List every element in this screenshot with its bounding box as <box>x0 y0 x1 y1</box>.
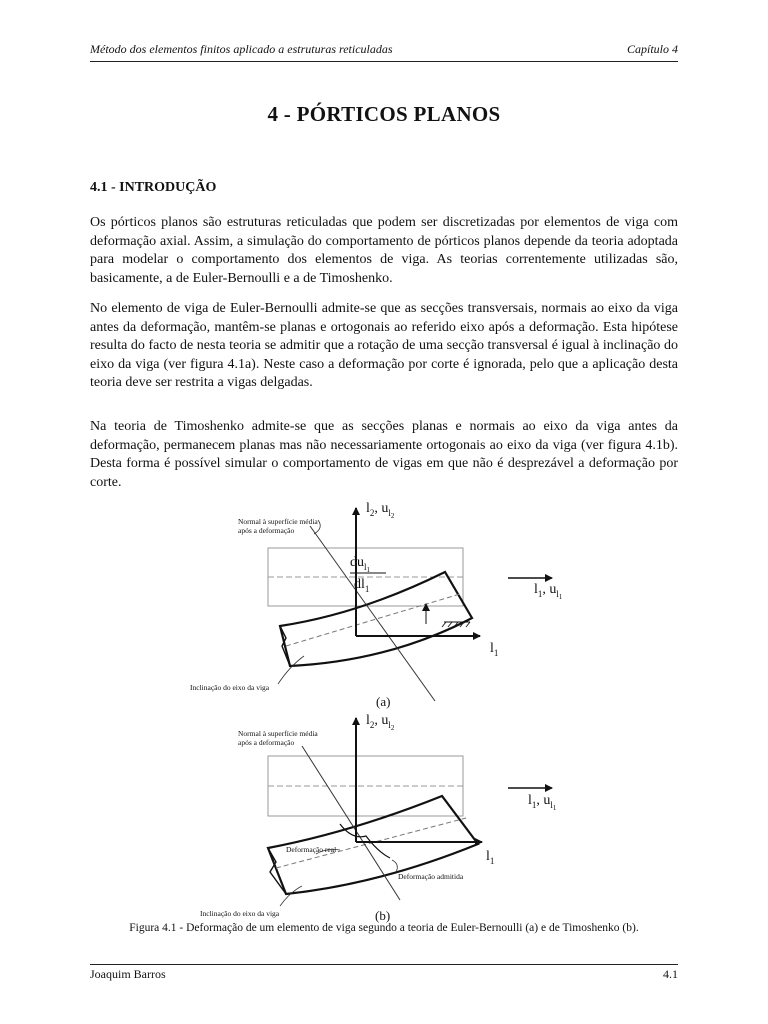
page-header <box>90 42 678 60</box>
displacement-label-a: $l_1$, $u_l1$ <box>534 582 563 601</box>
du-label-a: $du_l1$ <box>350 555 371 574</box>
inclination-note-b: Inclinação do eixo da viga <box>200 909 280 918</box>
figure-4-1 <box>90 496 678 926</box>
paragraph-1: Os pórticos planos são estruturas reticuladas que podem ser discretizadas por elementos de viga com deformação axial. Assim, a simulação do comportamento de pórticos planos depende da teoria adoptada para modelar o comportamento dos elementos de viga. As teorias correntemente utilizadas são, basicamente, a de Euler-Bernoulli e a de Timoshenko. <box>90 215 678 286</box>
chapter-title: 4 - PÓRTICOS PLANOS <box>267 102 501 126</box>
real-deformation-note: Deformação real <box>286 845 337 854</box>
normal-note-1-a: Normal à superfície média <box>238 517 318 526</box>
page-footer <box>90 967 678 983</box>
figure-a-label: (a) <box>376 694 391 709</box>
header-chapter: Capítulo 4 <box>626 42 678 56</box>
page-number: 4.1 <box>663 967 678 981</box>
normal-note-2-a: após a deformação <box>238 526 295 535</box>
header-rule <box>90 61 678 62</box>
axis-l2-label-b: $l_2$, $u_l2$ <box>366 713 395 732</box>
footer-author: Joaquim Barros <box>90 967 166 981</box>
normal-line-b <box>302 746 400 900</box>
paragraph-3: Na teoria de Timoshenko admite-se que as secções planas e normais ao eixo da viga antes da deformação, permanecem planas mas não necessariamente ortogonais ao eixo da viga (ver figura 4.1b). Desta forma é possível simular o comportamento de vigas em que não é desprezável a deformação por corte. <box>90 419 678 490</box>
section-title: 4.1 - INTRODUÇÃO <box>90 180 217 195</box>
normal-note-2-b: após a deformação <box>238 738 295 747</box>
dl-label-a: $dl_1$ <box>354 577 370 594</box>
axis-l2-label-a: $l_2$, $u_l2$ <box>366 501 395 520</box>
figure-a <box>190 501 563 709</box>
footer-rule <box>90 964 678 965</box>
normal-line-a <box>310 526 435 701</box>
assumed-deformation-note: Deformação admitida <box>398 872 464 881</box>
header-book-title: Método dos elementos finitos aplicado a estruturas reticuladas <box>90 42 393 56</box>
figure-caption: Figura 4.1 - Deformação de um elemento de viga segundo a teoria de Euler-Bernoulli (a) e de Timoshenko (b). <box>129 922 639 934</box>
figure-b <box>200 713 557 923</box>
inclination-note-a: Inclinação do eixo da viga <box>190 683 270 692</box>
axis-l1-label-b: $l_1$ <box>486 849 495 866</box>
axis-l1-label-a: $l_1$ <box>490 641 499 658</box>
figure-drawing <box>90 496 678 926</box>
figure-b-label: (b) <box>375 908 391 923</box>
paragraph-2: No elemento de viga de Euler-Bernoulli admite-se que as secções transversais, normais ao eixo da viga antes da deformação, mantêm-se planas e ortogonais ao referido eixo após a deformação. Esta hipótese resulta do facto de nesta teoria se admitir que a rotação de uma secção transversal é igual à inclinação do eixo da viga (ver figura 4.1a). Neste caso a deformação por corte é ignorada, pelo que a aplicação desta teoria deve ser restrita a vigas delgadas. <box>90 301 678 391</box>
normal-note-1-b: Normal à superfície média <box>238 729 318 738</box>
displacement-label-b: $l_1$, $u_l1$ <box>528 793 557 812</box>
